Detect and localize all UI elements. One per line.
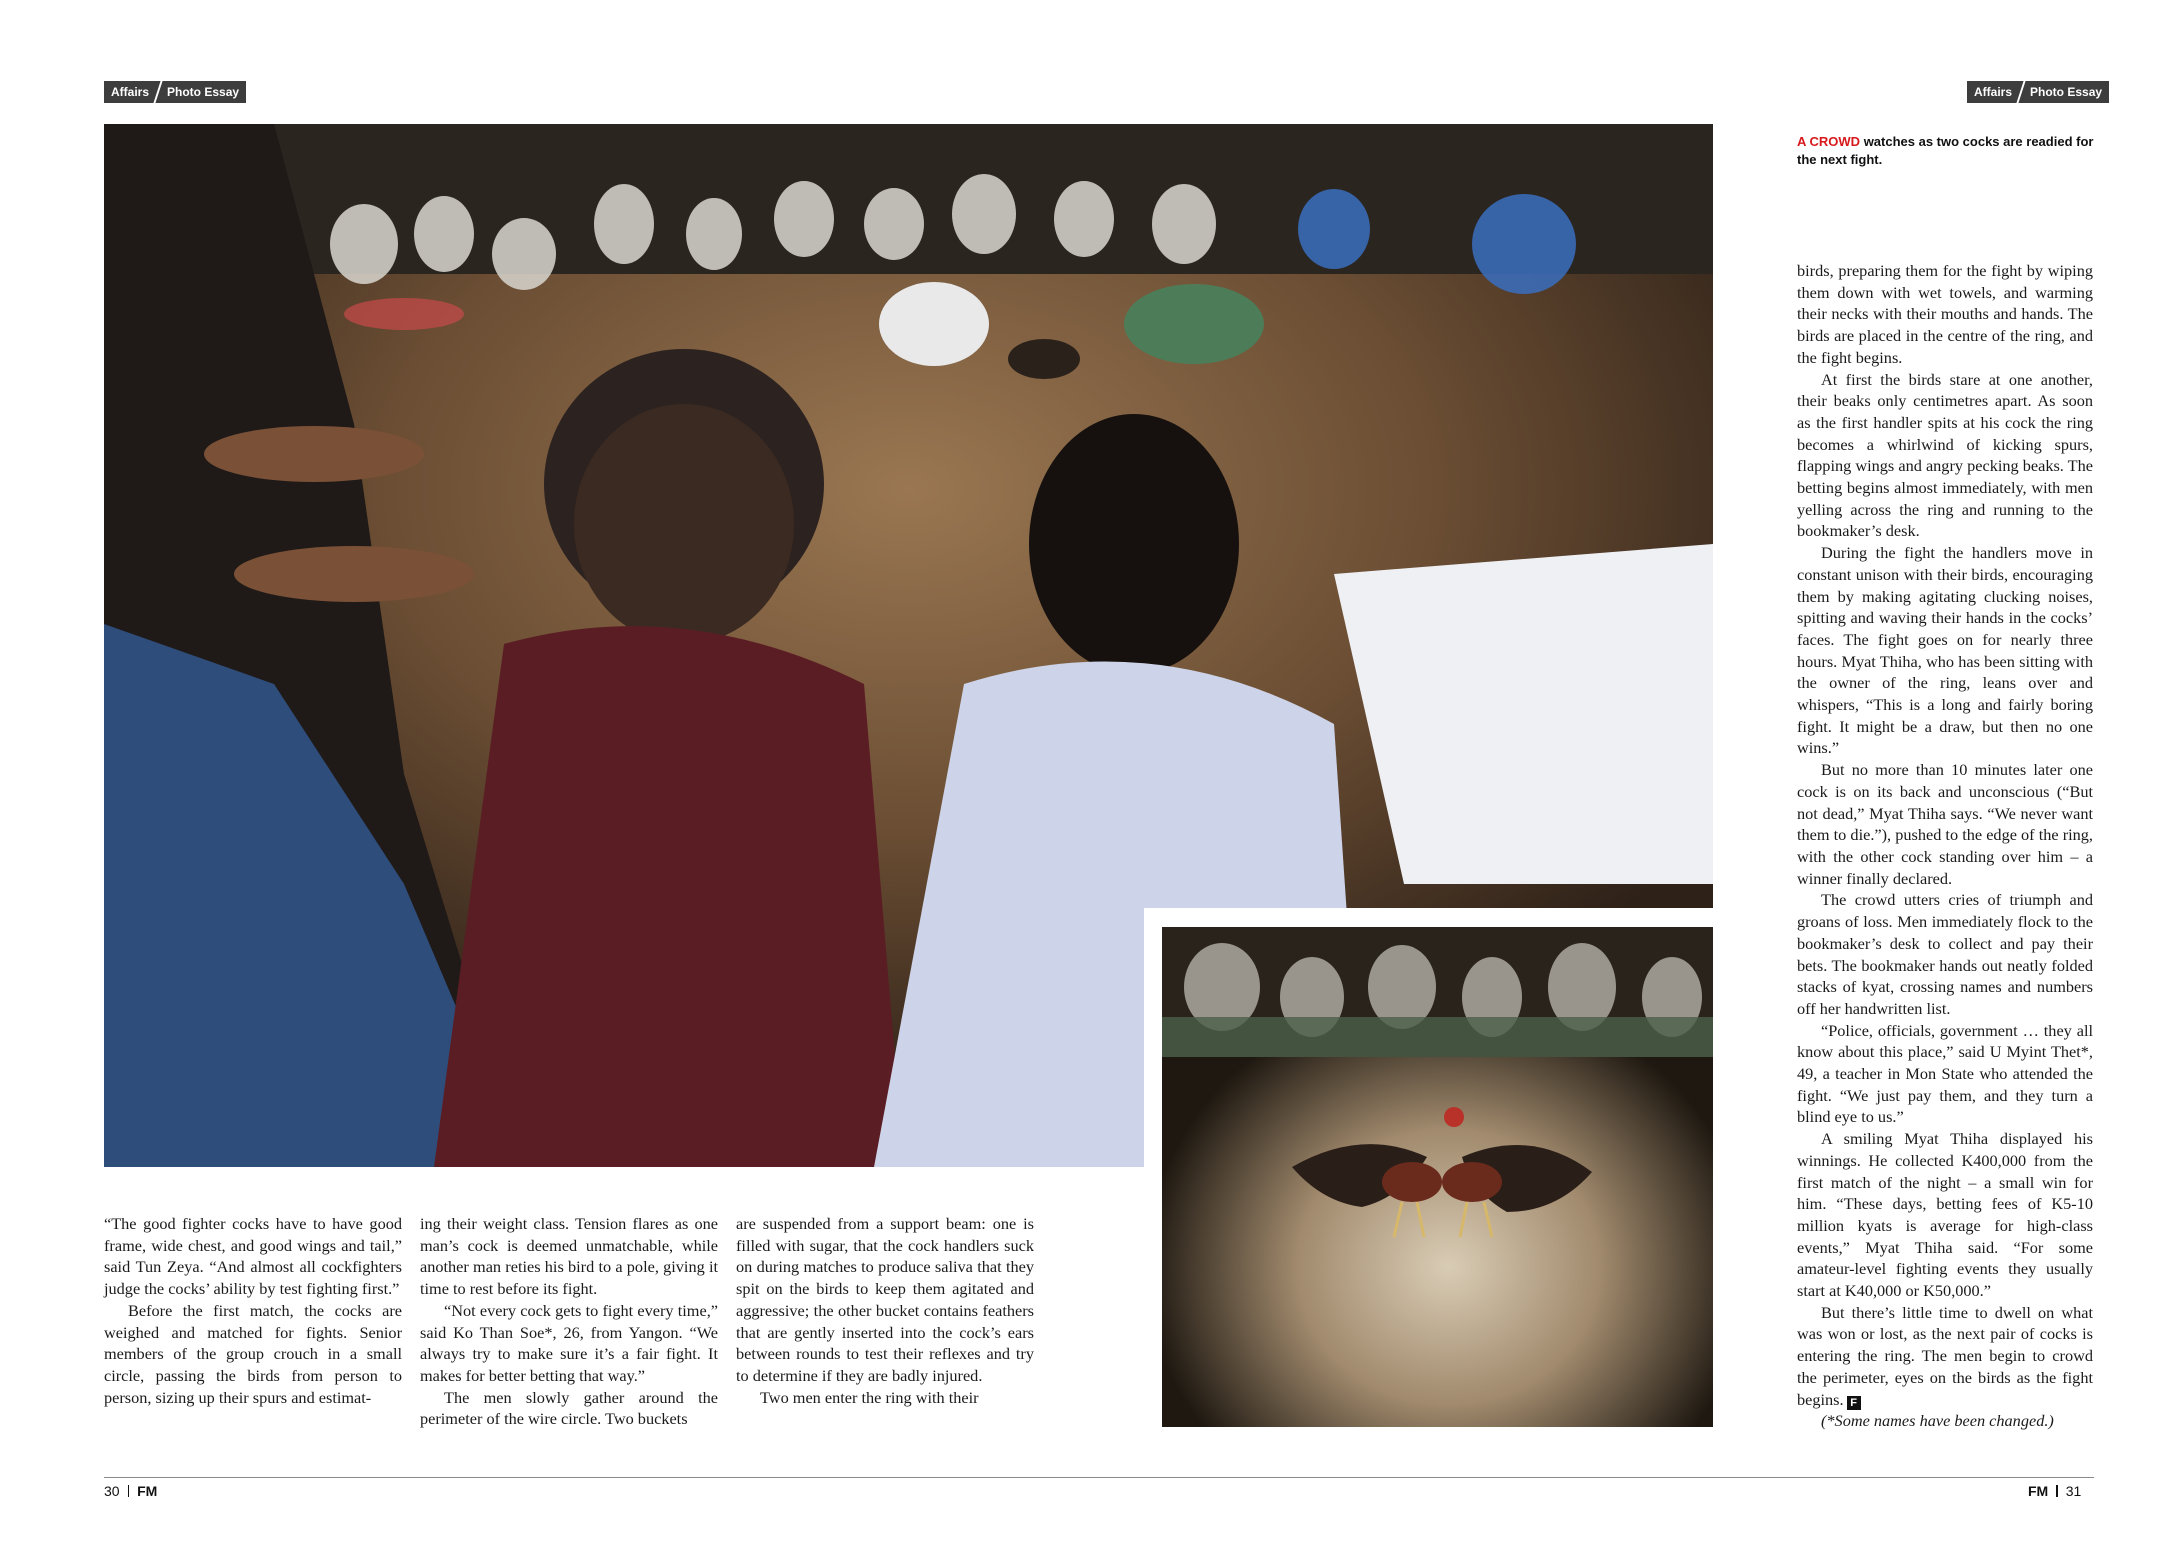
paragraph: “Police, officials, government … they all know about this place,” said U Myint Thet*, 49, a teacher in Mon State who attended the fight. “We just pay them, and they turn a blind eye to us.” [1797, 1020, 2093, 1127]
paragraph-text: But there’s little time to dwell on what was won or lost, as the next pair of cocks is entering the ring. The men begin to crowd the perimeter, eyes on the birds as the fight begins. [1797, 1302, 2093, 1409]
caption-text: watches as two cocks are readied for the next fight. [1797, 134, 2094, 167]
paragraph: But no more than 10 minutes later one cock is on its back and unconscious (“But not dead,” Myat Thiha says. “We never want them to die.”), pushed to the edge of the ring, with the other cock standing over him – a winner finally declared. [1797, 760, 2093, 888]
subsection-label: Photo Essay [2030, 85, 2103, 99]
paragraph: “Not every cock gets to fight every time,” said Ko Than Soe*, 26, from Yangon. “We always try to make sure it’s a fair fight. It makes for better betting that way.” [420, 1300, 718, 1385]
photo-caption [1797, 133, 2097, 169]
section-tag-left [104, 81, 246, 103]
body-column-3 [736, 1213, 1034, 1408]
page-number: 31 [2065, 1483, 2082, 1499]
magazine-brand: FM [137, 1483, 158, 1499]
paragraph: are suspended from a support beam: one is filled with sugar, that the cock handlers suck on during matches to produce saliva that they spit on the birds to keep them agitated and aggressive; the other bucket contains feathers that are gently inserted into the cock’s ears between rounds to test their reflexes and try to determine if they are badly injured. [736, 1214, 1034, 1385]
end-mark-icon: F [1847, 1396, 1861, 1410]
paragraph: “The good fighter cocks have to have good frame, wide chest, and good wings and tail,” said Tun Zeya. “And almost all cockfighters judge the cocks’ ability by test fighting first.” [104, 1214, 402, 1299]
paragraph: Before the first match, the cocks are weighed and matched for fights. Senior members of the group crouch in a small circle, passing the birds from person to person, sizing up their spurs and estimat- [104, 1300, 402, 1407]
paragraph: Two men enter the ring with their [760, 1387, 979, 1407]
page-folio-right [2028, 1483, 2081, 1499]
paragraph: A smiling Myat Thiha displayed his winnings. He collected K400,000 from the first match of the night – a small win for him. “These days, betting fees of K5-10 million kyats is average for high-class events,” Myat Thiha said. “For some amateur-level fighting events they usually start at K40,000 or K50,000.” [1797, 1129, 2093, 1301]
inset-photo [1162, 927, 1713, 1427]
body-column-2 [420, 1213, 718, 1430]
paragraph: During the fight the handlers move in constant unison with their birds, encouraging them by making agitating clucking noises, spitting and waving their hands in the cocks’ faces. The fight goes on for nearly three hours. Myat Thiha, who has been sitting with the owner of the ring, leans over and whispers, “This is a long and fairly boring fight. It might be a draw, but then no one wins.” [1797, 543, 2093, 758]
section-label: Affairs [1974, 85, 2013, 99]
names-changed-note: (*Some names have been changed.) [1821, 1411, 2054, 1431]
caption-lead: A CROWD [1797, 134, 1861, 149]
section-label: Affairs [111, 85, 150, 99]
paragraph: At first the birds stare at one another, their beaks only centimetres apart. As soon as the first handler spits at his cock the ring becomes a whirlwind of kicking spurs, flapping wings and angry pecking beaks. The betting begins almost immediately, with men yelling across the ring and running to the bookmaker’s desk. [1797, 369, 2093, 541]
body-column-1 [104, 1213, 402, 1408]
paragraph: ing their weight class. Tension flares as one man’s cock is deemed unmatchable, while another man reties his bird to a pole, giving it time to rest before its fight. [420, 1214, 718, 1299]
footer-rule [104, 1477, 2094, 1478]
cockfight-illustration [1162, 927, 1713, 1427]
subsection-label: Photo Essay [167, 85, 240, 99]
magazine-brand: FM [2028, 1483, 2049, 1499]
section-tag-right [1967, 81, 2109, 103]
page-number: 30 [104, 1483, 120, 1499]
paragraph-last [1797, 1302, 2093, 1411]
body-column-4 [1797, 260, 2093, 1432]
paragraph: birds, preparing them for the fight by wiping them down with wet towels, and warming their necks with their mouths and hands. The birds are placed in the centre of the ring, and the fight begins. [1797, 261, 2093, 367]
paragraph: The crowd utters cries of triumph and groans of loss. Men immediately flock to the bookmaker’s desk to collect and pay their bets. The bookmaker hands out neatly folded stacks of kyat, crossing names and numbers off her handwritten list. [1797, 890, 2093, 1018]
page-folio-left [104, 1483, 157, 1499]
paragraph: The men slowly gather around the perimeter of the wire circle. Two buckets [420, 1387, 718, 1429]
